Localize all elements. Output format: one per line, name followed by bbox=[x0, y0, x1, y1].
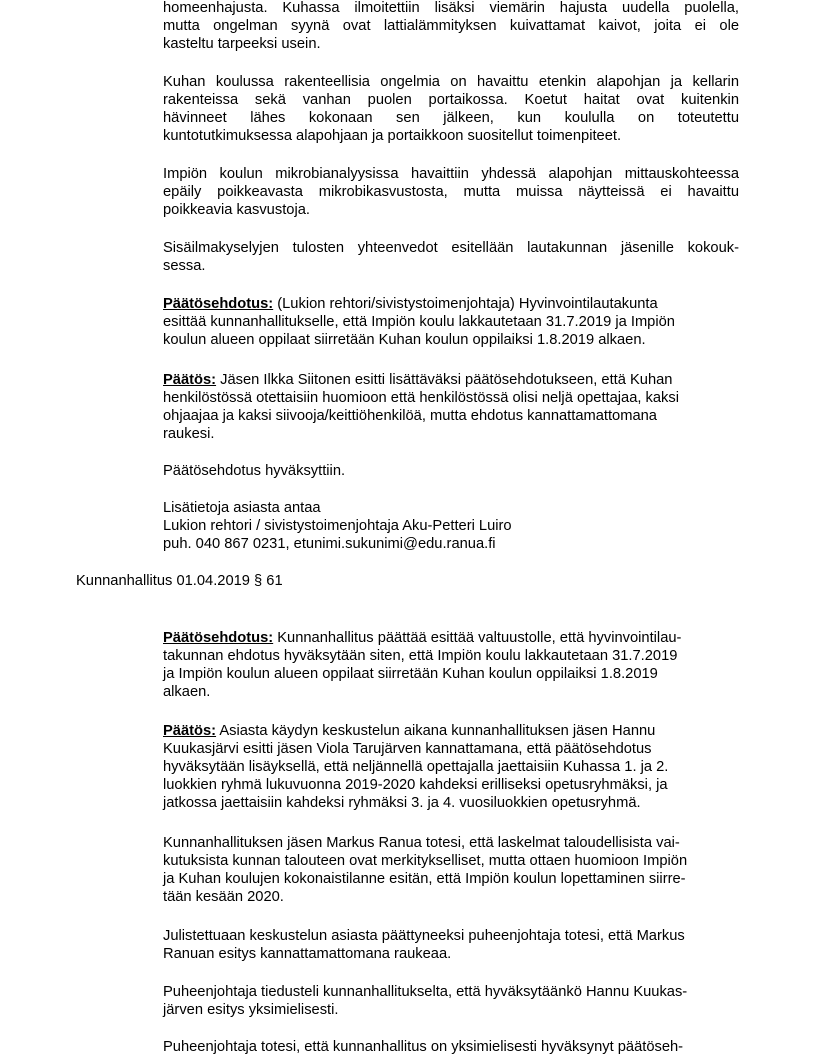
paragraph-decision-2 bbox=[163, 722, 739, 812]
text-fragment: (Lukion rehtori/sivistystoimenjohtaja) Hyvinvointilautakunta bbox=[273, 296, 658, 312]
decision-label: Päätös: bbox=[163, 723, 217, 739]
text-line: Lisätietoja asiasta antaa bbox=[163, 500, 321, 516]
text-line: Impiön koulun mikrobianalyysissa havaittiin yhdessä alapohjan mittauskohteessa bbox=[163, 166, 739, 182]
text-line: Julistettuaan keskustelun asiasta päättyneeksi puheenjohtaja totesi, että Markus bbox=[163, 928, 685, 944]
text-line: takunnan ehdotus hyväksytään siten, että Impiön koulu lakkautetaan 31.7.2019 bbox=[163, 648, 678, 664]
text-fragment: Kunnanhallitus päättää esittää valtuustolle, että hyvinvointilau- bbox=[273, 630, 682, 646]
text-line: ja Kuhan koulujen kokonaistilanne esitän, että Impiön koulun lopettaminen siirre- bbox=[163, 871, 686, 887]
paragraph-chair-conclusion bbox=[163, 1038, 739, 1056]
text-line: ohjaajaa ja kaksi siivooja/keittiöhenkilöä, mutta ehdotus kannattamattomana bbox=[163, 408, 657, 424]
text-line: esittää kunnanhallitukselle, että Impiön koulu lakkautetaan 31.7.2019 ja Impiön bbox=[163, 314, 675, 330]
text-line: alkaen. bbox=[163, 684, 211, 700]
proposal-first-line bbox=[163, 629, 739, 647]
paragraph-proposal-accepted bbox=[163, 462, 739, 480]
contact-info bbox=[163, 499, 739, 553]
text-line: mutta ongelman syynä ovat lattialämmityksen kuivattamat kaivot, joita ei ole bbox=[163, 18, 739, 34]
section-header: Kunnanhallitus 01.04.2019 § 61 bbox=[76, 573, 283, 589]
text-line: hävinneet lähes kokonaan sen jälkeen, kun koululla on toteutettu bbox=[163, 110, 739, 126]
text-line: Kuhan koulussa rakenteellisia ongelmia on havaittu etenkin alapohjan ja kellarin bbox=[163, 74, 739, 90]
text-line: Puheenjohtaja totesi, että kunnanhallitus on yksimielisesti hyväksynyt päätöseh- bbox=[163, 1039, 684, 1055]
decision-label: Päätös: bbox=[163, 372, 217, 388]
paragraph-ventilation-odour bbox=[163, 0, 739, 53]
text-line: kasteltu tarpeeksi usein. bbox=[163, 36, 321, 52]
decision-first-line bbox=[163, 371, 739, 389]
text-line: kuntotutkimuksessa alapohjaan ja portaikkoon suositellut toimenpiteet. bbox=[163, 128, 622, 144]
text-line: kutuksista kunnan talouteen ovat merkitykselliset, mutta ottaen huomioon Impiön bbox=[163, 853, 688, 869]
paragraph-discussion-closed bbox=[163, 927, 739, 963]
text-line: Ranuan esitys kannattamattomana raukeaa. bbox=[163, 946, 452, 962]
text-line: hyväksytään lisäyksellä, että neljännellä opettajalla jaettaisiin Kuhassa 1. ja 2. bbox=[163, 759, 669, 775]
paragraph-decision-proposal-2 bbox=[163, 629, 739, 701]
text-line: Puheenjohtaja tiedusteli kunnanhallitukselta, että hyväksytäänkö Hannu Kuukas- bbox=[163, 984, 688, 1000]
text-line: henkilöstössä otettaisiin huomioon että henkilöstössä olisi neljä opettajaa, kaksi bbox=[163, 390, 679, 406]
paragraph-decision-1 bbox=[163, 371, 739, 443]
text-line: tään kesään 2020. bbox=[163, 889, 284, 905]
text-fragment: Asiasta käydyn keskustelun aikana kunnanhallituksen jäsen Hannu bbox=[216, 723, 656, 739]
text-line: Kuukasjärvi esitti jäsen Viola Tarujärven kannattamana, että päätösehdotus bbox=[163, 741, 652, 757]
text-line: homeenhajusta. Kuhassa ilmoitettiin lisäksi viemärin hajusta uudella puolella, bbox=[163, 0, 739, 16]
decision-first-line bbox=[163, 722, 739, 740]
proposal-first-line bbox=[163, 295, 739, 313]
text-line: poikkeavia kasvustoja. bbox=[163, 202, 310, 218]
text-line: ja Impiön koulun alueen oppilaat siirretään Kuhan koulun oppilaiksi 1.8.2019 bbox=[163, 666, 658, 682]
text-line: Päätösehdotus hyväksyttiin. bbox=[163, 463, 346, 479]
text-line: jatkossa jaettaisiin kahdeksi ryhmäksi 3. ja 4. vuosiluokkien opetusryhmä. bbox=[163, 795, 641, 811]
text-line: Sisäilmakyselyjen tulosten yhteenvedot esitellään lautakunnan jäsenille kokouk- bbox=[163, 240, 739, 256]
paragraph-ranua-statement bbox=[163, 834, 739, 906]
text-fragment: Jäsen Ilkka Siitonen esitti lisättäväksi päätösehdotukseen, että Kuhan bbox=[216, 372, 673, 388]
paragraph-survey-summaries bbox=[163, 239, 739, 275]
decision-proposal-label: Päätösehdotus: bbox=[163, 630, 274, 646]
text-line: epäily poikkeavasta mikrobikasvustosta, mutta muissa näytteissä ei havaittu bbox=[163, 184, 739, 200]
text-line: luokkien ryhmä lukuvuonna 2019-2020 kahdeksi erilliseksi opetusryhmäksi, ja bbox=[163, 777, 668, 793]
paragraph-kuha-structural-issues bbox=[163, 73, 739, 145]
text-line: sessa. bbox=[163, 258, 206, 274]
text-line: rakenteissa sekä vanhan puolen portaikossa. Koetut haitat ovat kuitenkin bbox=[163, 92, 739, 108]
decision-proposal-label: Päätösehdotus: bbox=[163, 296, 274, 312]
contact-person: Lukion rehtori / sivistystoimenjohtaja Aku-Petteri Luiro bbox=[163, 518, 512, 534]
text-line: järven esitys yksimielisesti. bbox=[163, 1002, 339, 1018]
paragraph-chair-inquiry bbox=[163, 983, 739, 1019]
text-line: Kunnanhallituksen jäsen Markus Ranua totesi, että laskelmat taloudellisista vai- bbox=[163, 835, 680, 851]
paragraph-impio-microbe-analysis bbox=[163, 165, 739, 219]
contact-phone-email: puh. 040 867 0231, etunimi.sukunimi@edu.ranua.fi bbox=[163, 536, 496, 552]
text-line: raukesi. bbox=[163, 426, 215, 442]
text-line: koulun alueen oppilaat siirretään Kuhan koulun oppilaiksi 1.8.2019 alkaen. bbox=[163, 332, 646, 348]
paragraph-decision-proposal-1 bbox=[163, 295, 739, 349]
